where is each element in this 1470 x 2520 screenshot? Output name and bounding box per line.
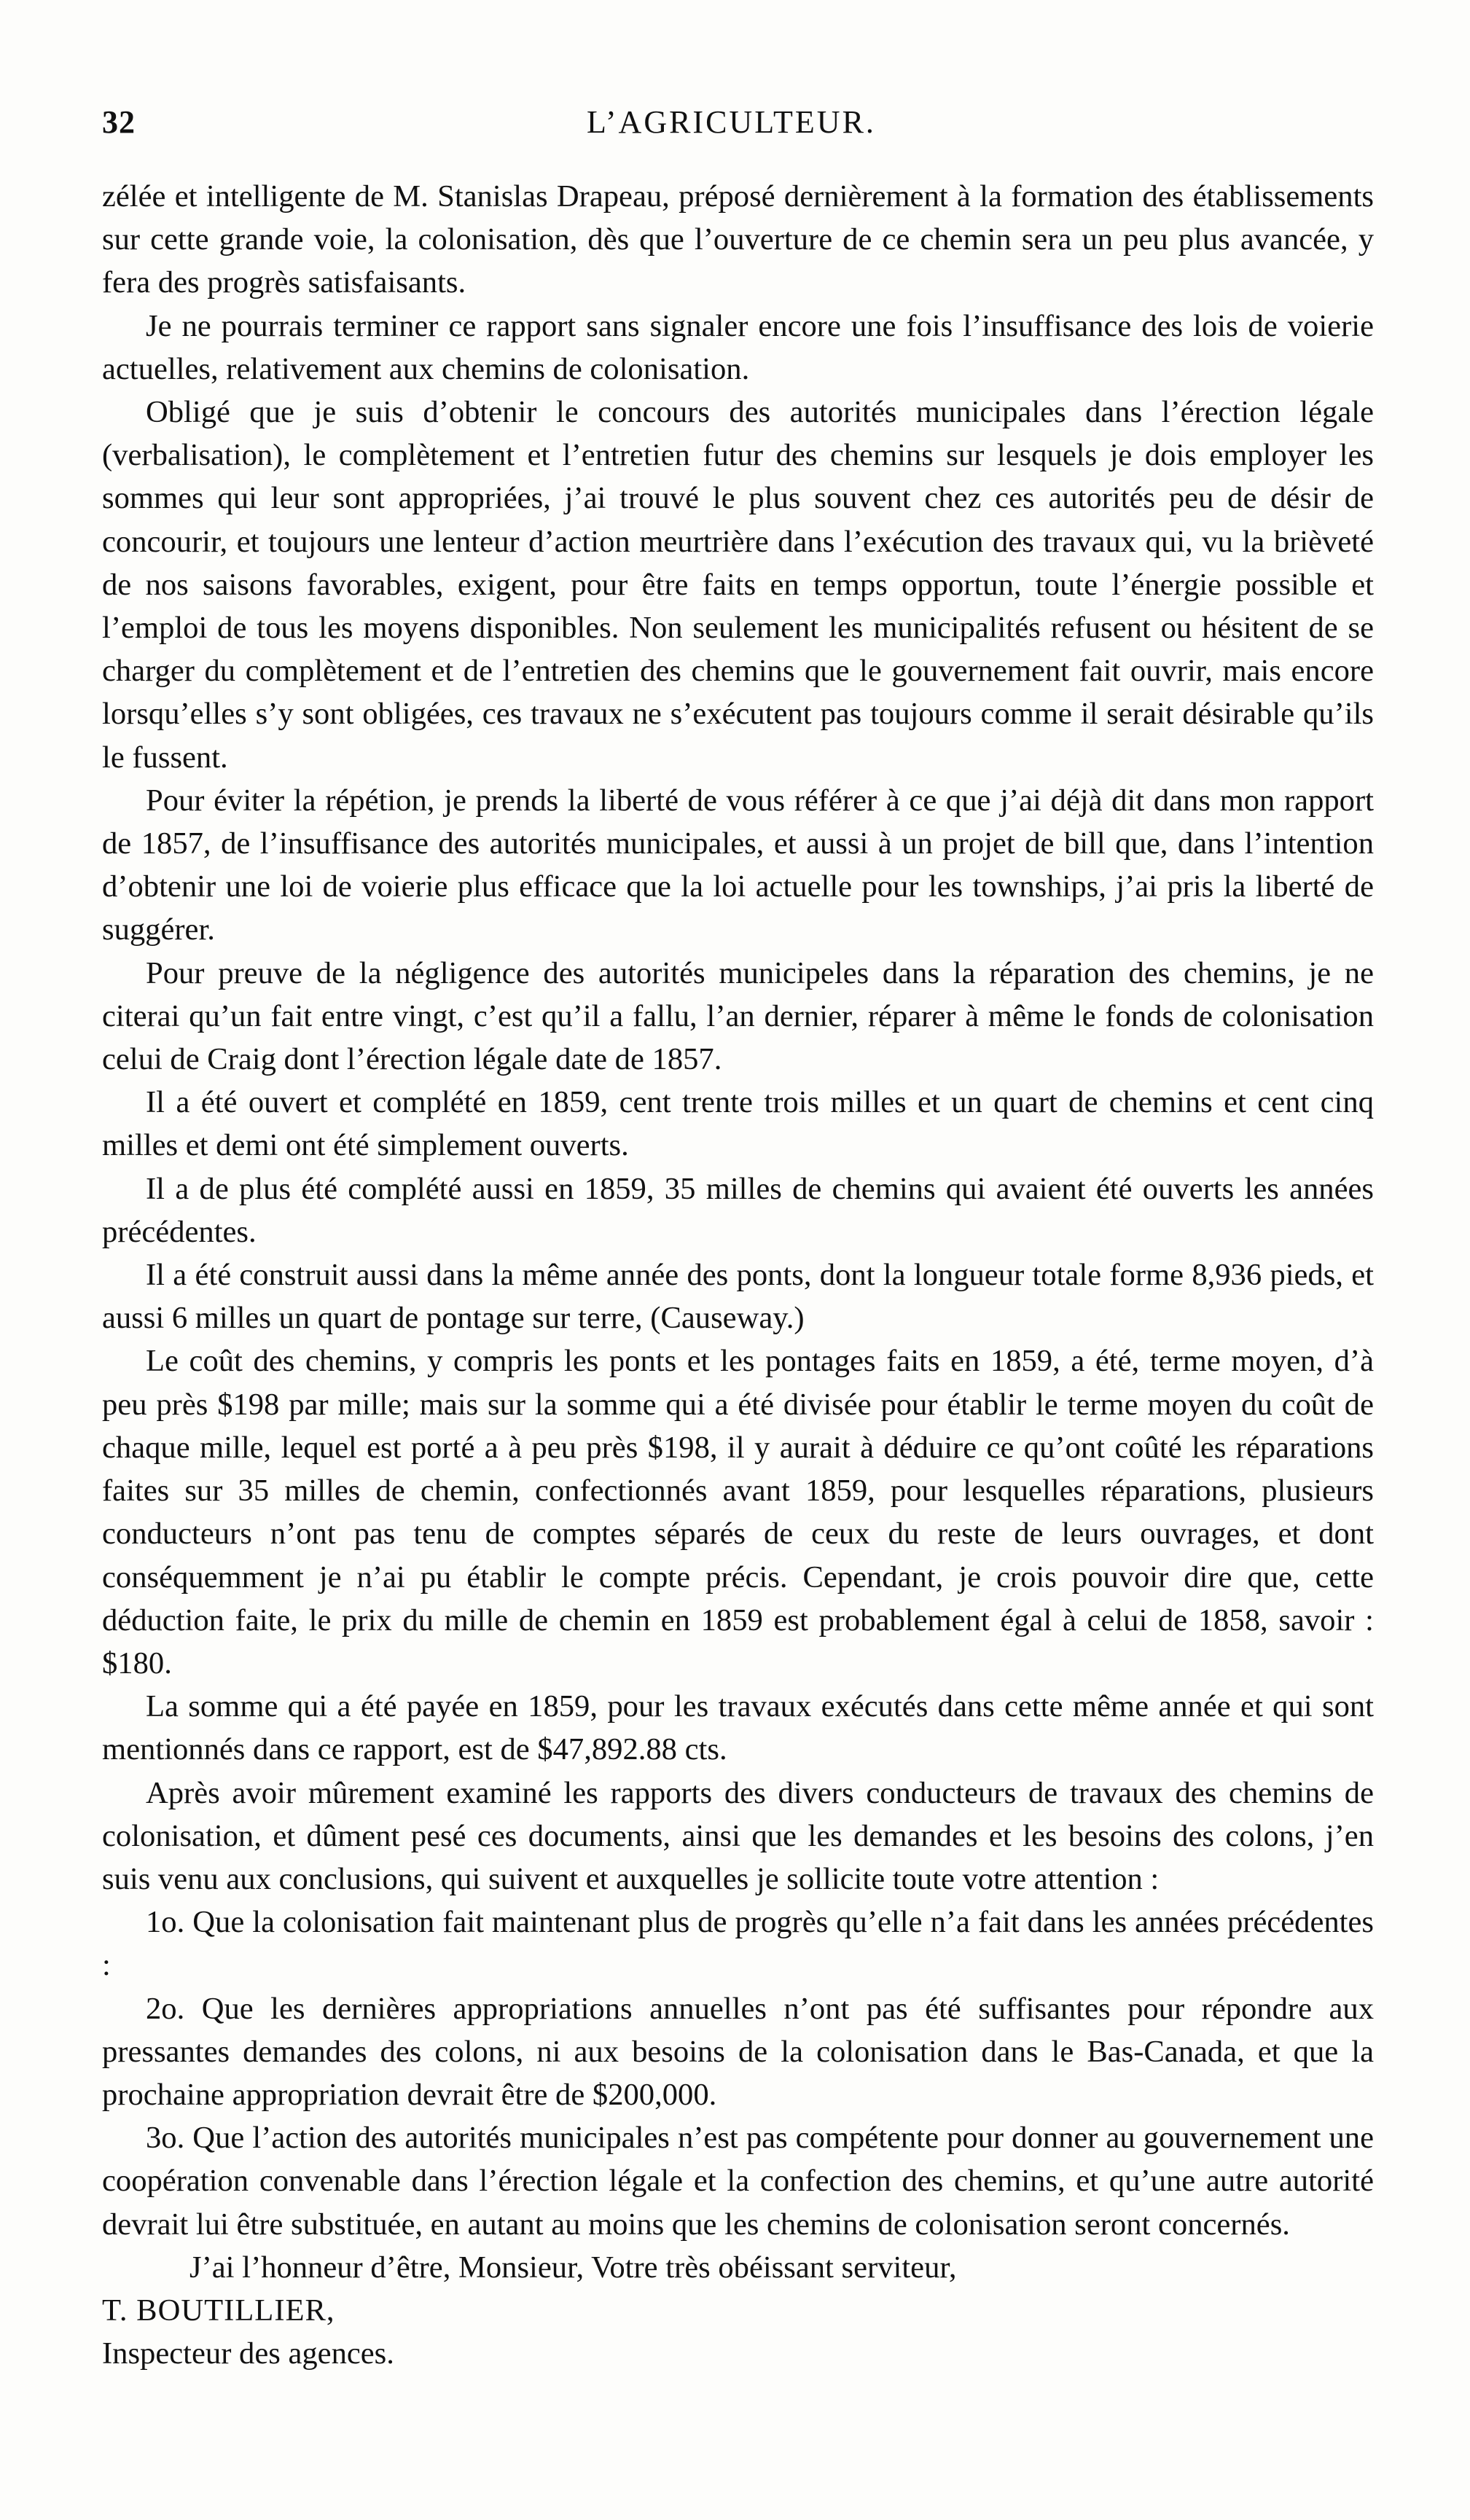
paragraph: zélée et intelligente de M. Stanislas Drapeau, préposé dernièrement à la formation des établissements sur cette grande voie, la colonisation, dès que l’ouverture de ce chemin sera un peu plus avancée, y fera des progrès satisfaisants.: [102, 179, 1374, 300]
paragraph: Le coût des chemins, y compris les ponts et les pontages faits en 1859, a été, terme moyen, d’à peu près $198 par mille; mais sur la somme qui a été divisée pour établir le terme moyen du coût de chaque mille, lequel est porté a à peu près $198, il y aurait à déduire ce qu’ont coûté les réparations faites sur 35 milles de chemin, confectionnés avant 1859, pour lesquelles réparations, plusieurs conducteurs n’ont pas tenu de comptes séparés de ceux du reste de leurs ouvrages, et dont conséquemment je n’ai pu établir le compte précis. Cependant, je crois pouvoir dire que, cette déduction faite, le prix du mille de chemin en 1859 est probablement égal à celui de 1858, savoir : $180.: [102, 1344, 1374, 1680]
paragraph: Obligé que je suis d’obtenir le concours des autorités municipales dans l’érection légale (verbalisation), le complètement et l’entretien futur des chemins sur lesquels je dois employer les sommes qui leur sont appropriées, j’ai trouvé le plus souvent chez ces autorités peu de désir de concourir, et toujours une lenteur d’action meurtrière dans l’exécution des travaux qui, vu la brièveté de nos saisons favorables, exigent, pour être faits en temps opportun, toute l’énergie possible et l’emploi de tous les moyens disponibles. Non seulement les municipalités refusent ou hésitent de se charger du complètement et de l’entretien des chemins que le gouvernement fait ouvrir, mais encore lorsqu’elles s’y sont obligées, ces travaux ne s’exécutent pas toujours comme il serait désirable qu’ils le fussent.: [102, 395, 1374, 775]
paragraph: Il a été ouvert et complété en 1859, cent trente trois milles et un quart de chemins et cent cinq milles et demi ont été simplement ouverts.: [102, 1085, 1374, 1163]
running-title: L’AGRICULTEUR.: [587, 104, 876, 140]
body-text: [102, 175, 1374, 2375]
paragraph: Pour preuve de la négligence des autorités municipeles dans la réparation des chemins, je ne citerai qu’un fait entre vingt, c’est qu’il a fallu, l’an dernier, réparer à même le fonds de colonisation celui de Craig dont l’érection légale date de 1857.: [102, 955, 1374, 1077]
paragraph: Je ne pourrais terminer ce rapport sans signaler encore une fois l’insuffisance des lois de voierie actuelles, relativement aux chemins de colonisation.: [102, 308, 1374, 386]
paragraph: La somme qui a été payée en 1859, pour les travaux exécutés dans cette même année et qui sont mentionnés dans ce rapport, est de $47,892.88 cts.: [102, 1689, 1374, 1767]
paragraph: Pour éviter la répétion, je prends la liberté de vous référer à ce que j’ai déjà dit dans mon rapport de 1857, de l’insuffisance des autorités municipales, et aussi à un projet de bill que, dans l’intention d’obtenir une loi de voierie plus efficace que la loi actuelle pour les townships, j’ai pris la liberté de suggérer.: [102, 783, 1374, 947]
signature-name: T. BOUTILLIER,: [102, 2293, 335, 2328]
page-number: 32: [102, 104, 136, 140]
page-header: [102, 103, 1361, 147]
paragraph: Après avoir mûrement examiné les rapports des divers conducteurs de travaux des chemins de colonisation, et dûment pesé ces documents, ainsi que les demandes et les besoins des colons, j’en suis venu aux conclusions, qui suivent et auxquelles je sollicite toute votre attention :: [102, 1775, 1374, 1896]
paragraph: Il a de plus été complété aussi en 1859, 35 milles de chemins qui avaient été ouverts les années précédentes.: [102, 1171, 1374, 1249]
paragraph: Il a été construit aussi dans la même année des ponts, dont la longueur totale forme 8,936 pieds, et aussi 6 milles un quart de pontage sur terre, (Causeway.): [102, 1258, 1374, 1336]
signature-title: Inspecteur des agences.: [102, 2336, 394, 2371]
conclusion-item: 2o. Que les dernières appropriations annuelles n’ont pas été suffisantes pour répondre aux pressantes demandes des colons, ni aux besoins de la colonisation dans le Bas-Canada, et que la prochaine appropriation devrait être de $200,000.: [102, 1991, 1374, 2112]
closing-salutation: J’ai l’honneur d’être, Monsieur, Votre très obéissant serviteur,: [189, 2250, 957, 2285]
conclusion-item: 1o. Que la colonisation fait maintenant plus de progrès qu’elle n’a fait dans les années précédentes :: [102, 1905, 1374, 1983]
conclusion-item: 3o. Que l’action des autorités municipales n’est pas compétente pour donner au gouvernement une coopération convenable dans l’érection légale et la confection des chemins, et qu’une autre autorité devrait lui être substituée, en autant au moins que les chemins de colonisation seront concernés.: [102, 2121, 1374, 2242]
